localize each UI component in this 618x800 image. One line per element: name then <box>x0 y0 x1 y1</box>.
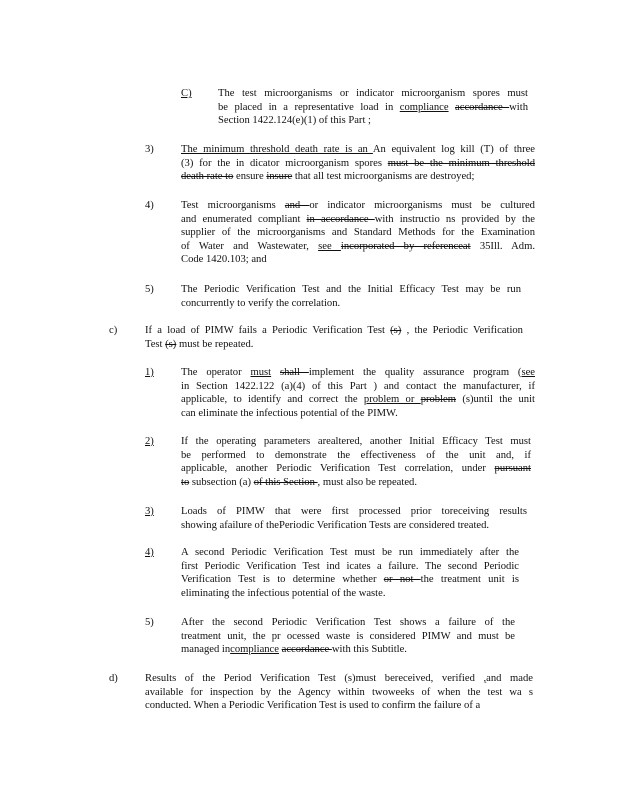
text-run: The Periodic Verification Test and the Initial Efficacy Test may be run <box>181 284 521 295</box>
text-run: with <box>509 101 528 113</box>
text-run: managed in <box>181 644 231 656</box>
text-line <box>218 87 528 101</box>
text-run: The operator <box>181 367 251 378</box>
text-line <box>181 560 519 574</box>
text-run: , the Periodic Verification <box>401 325 523 336</box>
text-line <box>181 143 535 157</box>
text-line <box>181 449 531 463</box>
text-run: in Section 1422.122 (a)(4) of this Part ) and contact the manufacturer, if <box>181 380 535 392</box>
item-label: c) <box>109 325 118 336</box>
text-line <box>181 157 535 171</box>
text-line <box>181 519 527 533</box>
struck-text: must be the minimum threshold <box>387 157 535 169</box>
struck-text: of this Section <box>253 476 318 488</box>
item-label: 4) <box>145 547 154 558</box>
item-label: 2) <box>145 436 154 447</box>
text-run: must be repeated. <box>176 338 254 350</box>
text-run: Verification Test is to determine whether <box>181 574 384 586</box>
item-label: 3) <box>145 506 154 517</box>
text-run: that all test microorganisms are destroyed; <box>292 171 475 183</box>
text-line <box>181 297 521 311</box>
text-run: Test <box>145 338 166 350</box>
item-text <box>181 616 515 657</box>
text-run <box>271 367 280 378</box>
text-run: and enumerated compliant <box>181 213 307 225</box>
item-label: 4) <box>145 200 154 211</box>
text-run: After the second Periodic Verification Test shows a failure of the <box>181 617 515 628</box>
text-line <box>181 643 515 657</box>
inserted-text: compliance <box>399 101 449 113</box>
struck-text: shall <box>279 367 309 378</box>
inserted-text: must <box>250 367 272 378</box>
text-line <box>218 114 528 128</box>
text-run: the treatment unit is <box>420 574 519 586</box>
text-line <box>181 435 531 449</box>
text-line <box>181 616 515 630</box>
text-run: with instructio ns provided by the <box>374 213 535 225</box>
text-run: applicable, to identify and correct the <box>181 394 364 406</box>
inserted-text: The minimum threshold death rate is an <box>181 144 373 155</box>
item-label: 1) <box>145 367 154 378</box>
text-line <box>181 366 535 380</box>
text-line <box>181 462 531 476</box>
text-run: concurrently to verify the correlation. <box>181 297 341 309</box>
text-run: Code 1420.103; and <box>181 254 267 266</box>
text-line <box>181 630 515 644</box>
item-text <box>145 672 533 713</box>
text-run: A second Periodic Verification Test must be run immediately after the <box>181 547 519 558</box>
text-run: 35Ill. Adm. <box>470 240 535 252</box>
text-run: (3) for the in dicator microorganism spores <box>181 157 388 169</box>
text-line <box>181 170 535 184</box>
text-run: with this Subtitle. <box>331 644 407 656</box>
item-text <box>181 199 535 267</box>
item-text <box>181 283 521 310</box>
text-run: implement the quality assurance program ( <box>308 367 522 378</box>
text-run: can eliminate the infectious potential of the PIMW. <box>181 407 398 419</box>
item-text <box>218 87 528 128</box>
struck-text: in accordance <box>306 213 375 225</box>
text-line <box>181 476 531 490</box>
text-line <box>145 338 523 352</box>
text-run: applicable, another Periodic Verification Test correlation, under <box>181 463 495 475</box>
struck-text: (s) <box>165 338 177 350</box>
inserted-text: see <box>521 367 535 378</box>
text-line <box>181 240 535 254</box>
text-run: If the operating parameters arealtered, another Initial Efficacy Test must <box>181 436 531 447</box>
text-line <box>145 686 533 700</box>
item-text <box>181 143 535 184</box>
text-line <box>181 380 535 394</box>
inserted-text: , <box>483 673 487 684</box>
text-line <box>181 393 535 407</box>
struck-text: pursuant <box>494 463 531 475</box>
text-line <box>181 573 519 587</box>
text-line <box>145 324 523 338</box>
struck-text: (s) <box>390 325 402 336</box>
text-run: available for inspection by the Agency within twoweeks of when the test wa s <box>145 686 533 698</box>
text-run: subsection (a) <box>189 476 254 488</box>
text-run: Loads of PIMW that were first processed prior toreceiving results <box>181 506 527 517</box>
text-line <box>181 505 527 519</box>
item-label: 5) <box>145 284 154 295</box>
item-label: 5) <box>145 617 154 628</box>
text-line <box>181 226 535 240</box>
text-line <box>145 699 533 713</box>
text-run: Test microorganisms <box>181 200 285 211</box>
item-label: C) <box>181 88 192 99</box>
text-run: conducted. When a Periodic Verification Test is used to confirm the failure of a <box>145 700 481 712</box>
text-line <box>181 407 535 421</box>
struck-text: accordance <box>455 101 510 113</box>
text-run: If a load of PIMW fails a Periodic Verification Test <box>145 325 391 336</box>
item-text <box>145 324 523 351</box>
item-text <box>181 366 535 420</box>
text-run: , must also be repeated. <box>317 476 417 488</box>
struck-text: death rate to <box>181 171 234 183</box>
text-run: showing afailure of thePeriodic Verification Tests are considered treated. <box>181 519 490 531</box>
text-run: treatment unit, the pr ocessed waste is considered PIMW and must be <box>181 630 515 642</box>
struck-text: accordance <box>281 644 332 656</box>
text-run: be performed to demonstrate the effectiveness of the unit and, if <box>181 449 531 461</box>
text-run: of Water and Wastewater, <box>181 240 319 252</box>
inserted-text: see <box>318 240 341 252</box>
text-run: An equivalent log kill (T) of three <box>372 144 535 155</box>
text-line <box>181 587 519 601</box>
text-run: (s)until the unit <box>456 394 535 406</box>
text-line <box>181 546 519 560</box>
text-run: or indicator microorganisms must be cultured <box>309 200 535 211</box>
struck-text: insure <box>266 171 293 183</box>
text-run: be placed in a representative load in <box>218 101 400 113</box>
text-run: ensure <box>233 171 267 183</box>
struck-text: to <box>181 476 190 488</box>
struck-text: incorporated by referenceat <box>340 240 471 252</box>
item-label: 3) <box>145 144 154 155</box>
item-text <box>181 505 527 532</box>
item-text <box>181 546 519 600</box>
text-run: Section 1422.124(e)(1) of this Part ; <box>218 115 371 127</box>
text-line <box>181 199 535 213</box>
text-line <box>181 283 521 297</box>
text-line <box>218 101 528 115</box>
struck-text: or not <box>383 574 421 586</box>
text-run: The test microorganisms or indicator microorganism spores must <box>218 88 528 99</box>
struck-text: problem <box>420 394 456 406</box>
text-run: eliminating the infectious potential of the waste. <box>181 587 386 599</box>
inserted-text: compliance <box>230 644 279 656</box>
text-line <box>145 672 533 686</box>
text-run: supplier of the microorganisms and Standard Methods for the Examination <box>181 227 535 239</box>
item-label: d) <box>109 673 118 684</box>
item-text <box>181 435 531 489</box>
text-run: first Periodic Verification Test ind icates a failure. The second Periodic <box>181 560 519 572</box>
text-line <box>181 253 535 267</box>
struck-text: and <box>284 200 310 211</box>
text-line <box>181 213 535 227</box>
inserted-text: problem or <box>363 394 421 406</box>
text-run: Results of the Period Verification Test (s)must bereceived, verified <box>145 673 484 684</box>
text-run: and made <box>486 673 533 684</box>
